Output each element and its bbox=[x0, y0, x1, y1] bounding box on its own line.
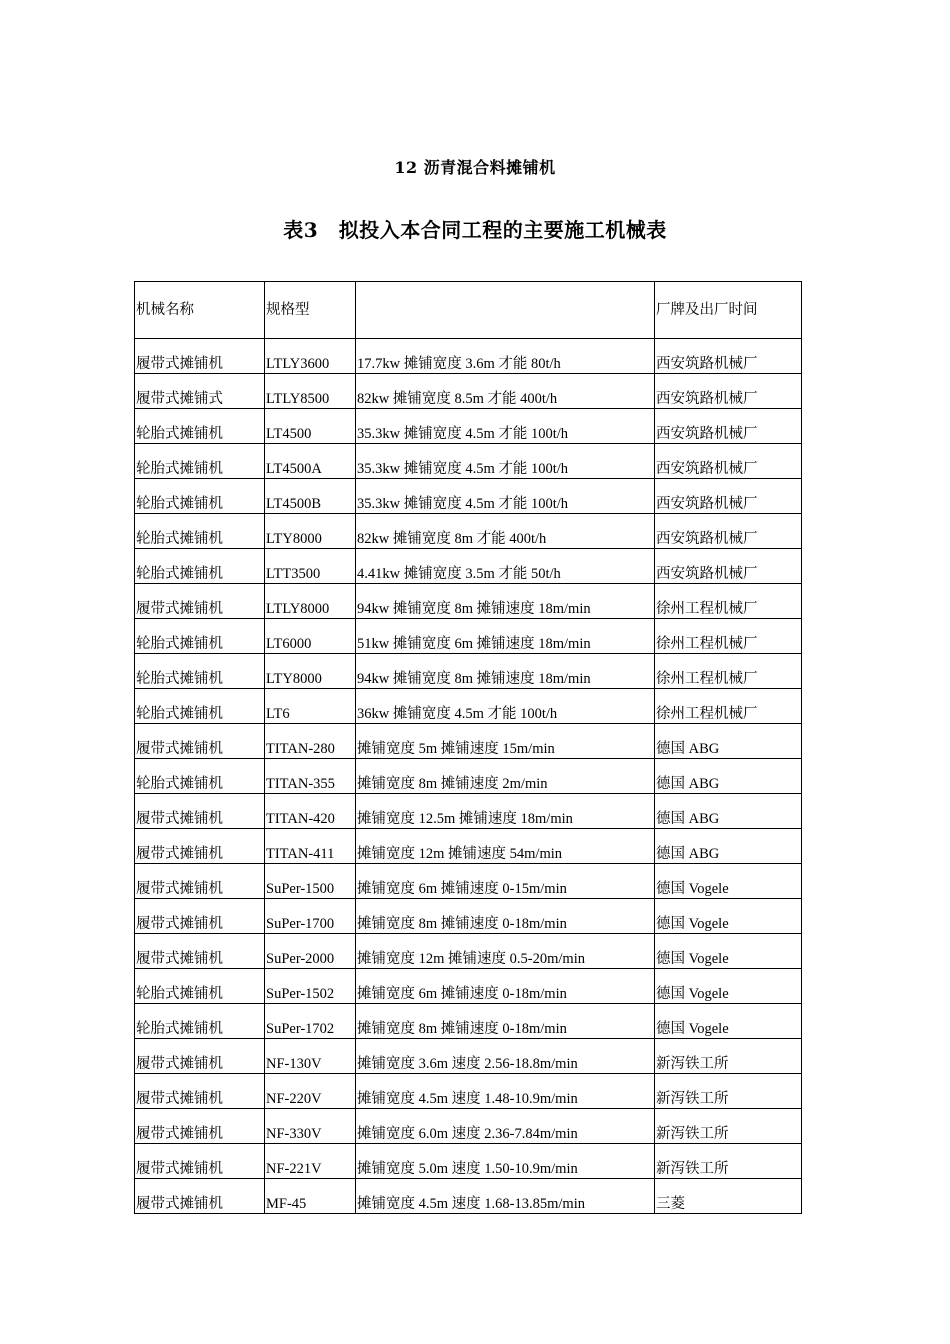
cell-machine-name: 履带式摊铺机 bbox=[135, 794, 265, 829]
cell-machine-name: 轮胎式摊铺机 bbox=[135, 689, 265, 724]
cell-machine-name: 履带式摊铺机 bbox=[135, 584, 265, 619]
table-row bbox=[135, 584, 802, 619]
cell-parameters: 36kw 摊铺宽度 4.5m 才能 100t/h bbox=[356, 689, 655, 724]
cell-manufacturer: 西安筑路机械厂 bbox=[655, 374, 802, 409]
cell-spec-model: SuPer-2000 bbox=[265, 934, 356, 969]
cell-spec-model: LT4500A bbox=[265, 444, 356, 479]
cell-manufacturer: 德国 Vogele bbox=[655, 969, 802, 1004]
table-row bbox=[135, 1039, 802, 1074]
cell-parameters: 摊铺宽度 12m 摊铺速度 54m/min bbox=[356, 829, 655, 864]
cell-manufacturer: 徐州工程机械厂 bbox=[655, 654, 802, 689]
cell-spec-model: TITAN-280 bbox=[265, 724, 356, 759]
cell-spec-model: NF-330V bbox=[265, 1109, 356, 1144]
cell-parameters: 摊铺宽度 6m 摊铺速度 0-18m/min bbox=[356, 969, 655, 1004]
table-row bbox=[135, 689, 802, 724]
cell-parameters: 摊铺宽度 12.5m 摊铺速度 18m/min bbox=[356, 794, 655, 829]
cell-manufacturer: 新泻铁工所 bbox=[655, 1039, 802, 1074]
table-row bbox=[135, 654, 802, 689]
cell-parameters: 摊铺宽度 5m 摊铺速度 15m/min bbox=[356, 724, 655, 759]
cell-machine-name: 履带式摊铺机 bbox=[135, 934, 265, 969]
cell-parameters: 35.3kw 摊铺宽度 4.5m 才能 100t/h bbox=[356, 479, 655, 514]
cell-parameters: 摊铺宽度 8m 摊铺速度 0-18m/min bbox=[356, 1004, 655, 1039]
cell-parameters: 摊铺宽度 6m 摊铺速度 0-15m/min bbox=[356, 864, 655, 899]
cell-spec-model: MF-45 bbox=[265, 1179, 356, 1214]
table-row bbox=[135, 934, 802, 969]
table-row bbox=[135, 829, 802, 864]
cell-manufacturer: 西安筑路机械厂 bbox=[655, 514, 802, 549]
table-row bbox=[135, 374, 802, 409]
cell-machine-name: 轮胎式摊铺机 bbox=[135, 1004, 265, 1039]
table-row bbox=[135, 899, 802, 934]
cell-machine-name: 履带式摊铺机 bbox=[135, 339, 265, 374]
cell-machine-name: 轮胎式摊铺机 bbox=[135, 969, 265, 1004]
cell-manufacturer: 西安筑路机械厂 bbox=[655, 444, 802, 479]
cell-spec-model: LT4500 bbox=[265, 409, 356, 444]
cell-parameters: 94kw 摊铺宽度 8m 摊铺速度 18m/min bbox=[356, 654, 655, 689]
cell-parameters: 摊铺宽度 8m 摊铺速度 2m/min bbox=[356, 759, 655, 794]
cell-parameters: 94kw 摊铺宽度 8m 摊铺速度 18m/min bbox=[356, 584, 655, 619]
cell-spec-model: TITAN-420 bbox=[265, 794, 356, 829]
table-row bbox=[135, 339, 802, 374]
header-parameters bbox=[356, 282, 655, 339]
table-row bbox=[135, 1004, 802, 1039]
cell-spec-model: SuPer-1702 bbox=[265, 1004, 356, 1039]
cell-spec-model: LTLY8500 bbox=[265, 374, 356, 409]
cell-spec-model: SuPer-1700 bbox=[265, 899, 356, 934]
cell-machine-name: 履带式摊铺机 bbox=[135, 1144, 265, 1179]
cell-parameters: 摊铺宽度 5.0m 速度 1.50-10.9m/min bbox=[356, 1144, 655, 1179]
cell-manufacturer: 德国 ABG bbox=[655, 724, 802, 759]
table-row bbox=[135, 549, 802, 584]
cell-parameters: 35.3kw 摊铺宽度 4.5m 才能 100t/h bbox=[356, 409, 655, 444]
table-row bbox=[135, 409, 802, 444]
cell-parameters: 82kw 摊铺宽度 8m 才能 400t/h bbox=[356, 514, 655, 549]
cell-parameters: 17.7kw 摊铺宽度 3.6m 才能 80t/h bbox=[356, 339, 655, 374]
cell-spec-model: LTT3500 bbox=[265, 549, 356, 584]
table-row bbox=[135, 479, 802, 514]
table-row bbox=[135, 724, 802, 759]
cell-machine-name: 履带式摊铺机 bbox=[135, 1179, 265, 1214]
cell-manufacturer: 徐州工程机械厂 bbox=[655, 584, 802, 619]
table-row bbox=[135, 1109, 802, 1144]
cell-spec-model: LTY8000 bbox=[265, 514, 356, 549]
cell-machine-name: 履带式摊铺机 bbox=[135, 1074, 265, 1109]
table-row bbox=[135, 1144, 802, 1179]
cell-machine-name: 履带式摊铺机 bbox=[135, 899, 265, 934]
cell-machine-name: 履带式摊铺机 bbox=[135, 724, 265, 759]
table-row bbox=[135, 969, 802, 1004]
cell-parameters: 摊铺宽度 3.6m 速度 2.56-18.8m/min bbox=[356, 1039, 655, 1074]
table-row bbox=[135, 1179, 802, 1214]
table-row bbox=[135, 619, 802, 654]
table-row bbox=[135, 864, 802, 899]
table-row bbox=[135, 444, 802, 479]
cell-manufacturer: 德国 Vogele bbox=[655, 899, 802, 934]
cell-machine-name: 轮胎式摊铺机 bbox=[135, 759, 265, 794]
cell-machine-name: 履带式摊铺机 bbox=[135, 1109, 265, 1144]
header-machine-name: 机械名称 bbox=[135, 282, 265, 339]
cell-manufacturer: 西安筑路机械厂 bbox=[655, 549, 802, 584]
cell-machine-name: 履带式摊铺机 bbox=[135, 864, 265, 899]
table-header-row bbox=[135, 282, 802, 339]
cell-machine-name: 轮胎式摊铺机 bbox=[135, 619, 265, 654]
table-row bbox=[135, 759, 802, 794]
cell-spec-model: LTLY8000 bbox=[265, 584, 356, 619]
cell-manufacturer: 西安筑路机械厂 bbox=[655, 409, 802, 444]
cell-machine-name: 轮胎式摊铺机 bbox=[135, 654, 265, 689]
cell-manufacturer: 德国 Vogele bbox=[655, 1004, 802, 1039]
cell-manufacturer: 西安筑路机械厂 bbox=[655, 339, 802, 374]
cell-parameters: 4.41kw 摊铺宽度 3.5m 才能 50t/h bbox=[356, 549, 655, 584]
cell-parameters: 摊铺宽度 4.5m 速度 1.68-13.85m/min bbox=[356, 1179, 655, 1214]
table-title: 表3 拟投入本合同工程的主要施工机械表 bbox=[283, 218, 667, 242]
cell-manufacturer: 三菱 bbox=[655, 1179, 802, 1214]
cell-manufacturer: 德国 Vogele bbox=[655, 864, 802, 899]
cell-machine-name: 轮胎式摊铺机 bbox=[135, 479, 265, 514]
cell-manufacturer: 新泻铁工所 bbox=[655, 1109, 802, 1144]
cell-machine-name: 履带式摊铺机 bbox=[135, 829, 265, 864]
cell-manufacturer: 西安筑路机械厂 bbox=[655, 479, 802, 514]
cell-spec-model: NF-221V bbox=[265, 1144, 356, 1179]
cell-manufacturer: 徐州工程机械厂 bbox=[655, 619, 802, 654]
cell-manufacturer: 德国 ABG bbox=[655, 794, 802, 829]
cell-machine-name: 轮胎式摊铺机 bbox=[135, 549, 265, 584]
cell-machine-name: 轮胎式摊铺机 bbox=[135, 409, 265, 444]
cell-manufacturer: 新泻铁工所 bbox=[655, 1074, 802, 1109]
cell-machine-name: 履带式摊铺机 bbox=[135, 1039, 265, 1074]
cell-spec-model: LT6 bbox=[265, 689, 356, 724]
cell-spec-model: LTY8000 bbox=[265, 654, 356, 689]
cell-spec-model: TITAN-355 bbox=[265, 759, 356, 794]
cell-spec-model: SuPer-1500 bbox=[265, 864, 356, 899]
cell-spec-model: TITAN-411 bbox=[265, 829, 356, 864]
cell-machine-name: 轮胎式摊铺机 bbox=[135, 444, 265, 479]
cell-spec-model: SuPer-1502 bbox=[265, 969, 356, 1004]
cell-parameters: 摊铺宽度 4.5m 速度 1.48-10.9m/min bbox=[356, 1074, 655, 1109]
cell-manufacturer: 德国 ABG bbox=[655, 829, 802, 864]
header-manufacturer: 厂牌及出厂时间 bbox=[655, 282, 802, 339]
cell-parameters: 51kw 摊铺宽度 6m 摊铺速度 18m/min bbox=[356, 619, 655, 654]
cell-manufacturer: 新泻铁工所 bbox=[655, 1144, 802, 1179]
cell-spec-model: LT4500B bbox=[265, 479, 356, 514]
machinery-table bbox=[134, 281, 802, 1214]
cell-parameters: 35.3kw 摊铺宽度 4.5m 才能 100t/h bbox=[356, 444, 655, 479]
cell-spec-model: NF-220V bbox=[265, 1074, 356, 1109]
cell-machine-name: 履带式摊铺式 bbox=[135, 374, 265, 409]
header-spec-model: 规格型 bbox=[265, 282, 356, 339]
cell-spec-model: LT6000 bbox=[265, 619, 356, 654]
cell-manufacturer: 德国 Vogele bbox=[655, 934, 802, 969]
cell-parameters: 82kw 摊铺宽度 8.5m 才能 400t/h bbox=[356, 374, 655, 409]
cell-manufacturer: 徐州工程机械厂 bbox=[655, 689, 802, 724]
table-row bbox=[135, 794, 802, 829]
cell-spec-model: LTLY3600 bbox=[265, 339, 356, 374]
cell-parameters: 摊铺宽度 6.0m 速度 2.36-7.84m/min bbox=[356, 1109, 655, 1144]
cell-parameters: 摊铺宽度 8m 摊铺速度 0-18m/min bbox=[356, 899, 655, 934]
table-row bbox=[135, 514, 802, 549]
machinery-table-body bbox=[135, 282, 802, 1214]
section-heading: 12 沥青混合料摊铺机 bbox=[394, 158, 556, 177]
cell-machine-name: 轮胎式摊铺机 bbox=[135, 514, 265, 549]
cell-parameters: 摊铺宽度 12m 摊铺速度 0.5-20m/min bbox=[356, 934, 655, 969]
cell-spec-model: NF-130V bbox=[265, 1039, 356, 1074]
cell-manufacturer: 德国 ABG bbox=[655, 759, 802, 794]
table-row bbox=[135, 1074, 802, 1109]
